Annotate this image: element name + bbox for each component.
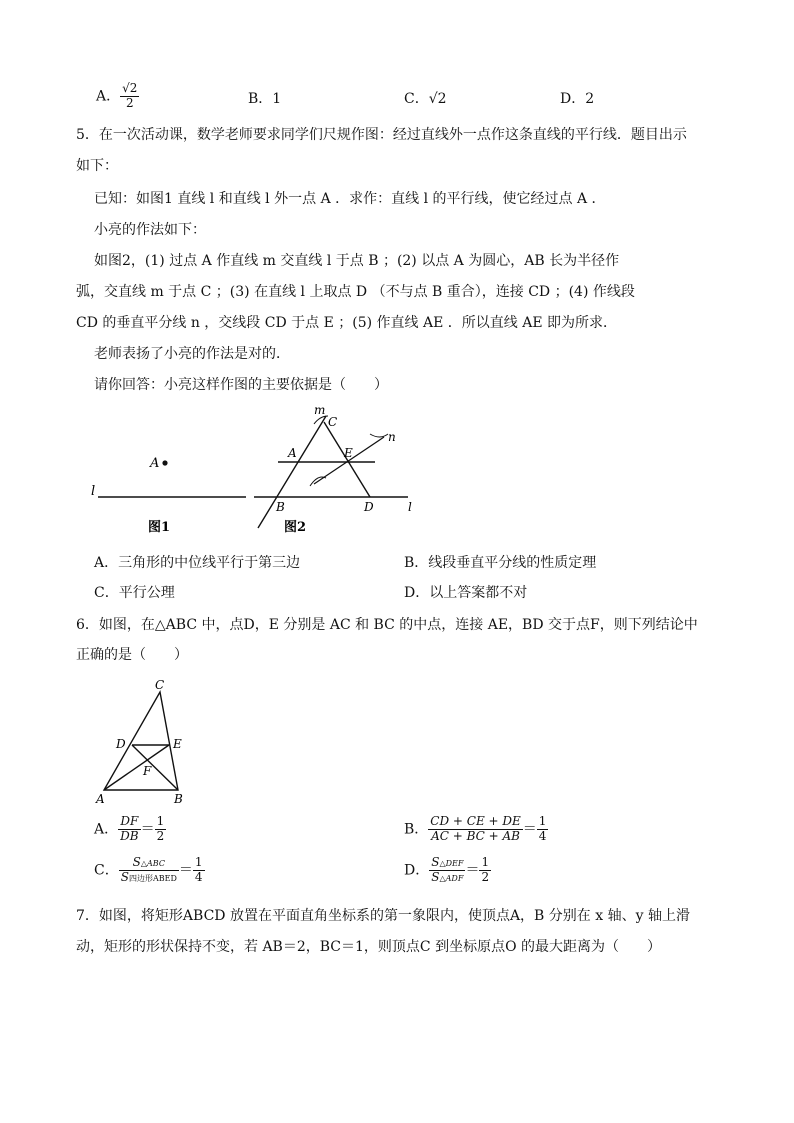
q5-stem-line-1: 5．在一次活动课，数学老师要求同学们尺规作图：经过直线外一点作这条直线的平行线．题目出示 bbox=[76, 127, 687, 143]
fig2-line-m bbox=[258, 416, 326, 528]
q6-option-c-num-sub: △ABC bbox=[140, 859, 165, 868]
fig2-label-C: C bbox=[328, 415, 338, 429]
q6-option-c: C． $\frac{\text{S△ABC}}{\text{S四边形ABED}}$ ＝ $\frac{1}{4}$ bbox=[94, 855, 203, 884]
q6-option-a-label: A． bbox=[94, 821, 119, 838]
figure-1 bbox=[91, 456, 246, 535]
q6-stem-line-1: 6．如图，在△ABC 中，点D，E 分别是 AC 和 BC 的中点，连接 AE，BD 交于点F，则下列结论中 bbox=[76, 617, 698, 633]
q6-option-b-rhs-num: 1 bbox=[538, 814, 547, 828]
fig1-point-A bbox=[162, 460, 167, 465]
q6-option-d: D． $\frac{\text{S△DEF}}{\text{S△ADF}}$ ＝ $\frac{1}{2}$ bbox=[404, 855, 490, 884]
fig2-label-n: n bbox=[388, 430, 396, 444]
q6-option-d-lhs bbox=[429, 856, 465, 885]
q5-teacher-note: 老师表扬了小亮的作法是对的． bbox=[94, 346, 290, 362]
q5-given: 已知：如图1 直线 l 和直线 l 外一点 A ．求作：直线 l 的平行线，使它经过点 A ． bbox=[94, 191, 606, 207]
q6-option-b-lhs bbox=[428, 815, 523, 844]
q6-label-B: B bbox=[174, 792, 183, 806]
q6-label-C: C bbox=[155, 678, 165, 692]
q6-option-c-lhs bbox=[119, 856, 179, 885]
q6-option-b-lhs-den: AC + BC + AB bbox=[431, 828, 520, 843]
fig2-label-E: E bbox=[344, 446, 353, 460]
q5-method-line-1: 如图2，(1) 过点 A 作直线 m 交直线 l 于点 B ；(2) 以点 A 为圆心，AB 长为半径作 bbox=[94, 253, 620, 269]
fig2-label-B: B bbox=[276, 500, 285, 514]
q6-option-c-rhs-num: 1 bbox=[194, 855, 203, 869]
q4-option-a-numerator: √2 bbox=[122, 81, 138, 95]
q4-option-d: D．2 bbox=[560, 91, 595, 107]
q6-option-a-lhs-den: DB bbox=[120, 828, 139, 843]
segment-AE bbox=[104, 745, 169, 790]
fig2-label-m: m bbox=[314, 404, 326, 417]
q5-question: 请你回答：小亮这样作图的主要依据是（ ） bbox=[94, 377, 388, 393]
q7-stem-line-2: 动，矩形的形状保持不变，若 AB＝2，BC＝1，则顶点C 到坐标原点O 的最大距离为（ ） bbox=[76, 939, 662, 955]
q6-option-d-rhs-den: 2 bbox=[481, 869, 490, 884]
q6-option-a-lhs-num: DF bbox=[118, 815, 140, 830]
q6-option-d-rhs-num: 1 bbox=[481, 855, 490, 869]
q6-option-b-rhs bbox=[537, 815, 549, 844]
q4-option-a-denominator: 2 bbox=[125, 95, 134, 110]
q4-option-a-label: A． bbox=[96, 88, 121, 105]
q6-label-F: F bbox=[143, 764, 152, 778]
q6-option-c-den-sub: 四边形ABED bbox=[128, 873, 177, 883]
q6-option-c-den-s: S bbox=[120, 869, 129, 884]
q4-option-a bbox=[96, 82, 139, 111]
q6-option-a-rhs-num: 1 bbox=[156, 814, 165, 828]
q6-stem-line-2: 正确的是（ ） bbox=[76, 647, 188, 663]
q6-option-a-rhs bbox=[155, 815, 167, 844]
q7-stem-line-1: 7．如图，将矩形ABCD 放置在平面直角坐标系的第一象限内，使顶点A，B 分别在 x 轴、y 轴上滑 bbox=[76, 908, 690, 924]
fig1-caption: 图1 bbox=[148, 520, 171, 535]
q6-option-c-rhs-den: 4 bbox=[194, 869, 203, 884]
q6-option-b: B． $\frac{CD + CE + DE}{AC + BC + AB}$ ＝ $\frac{1}{4}$ bbox=[404, 814, 547, 843]
q6-option-b-label: B． bbox=[404, 821, 429, 838]
q5-method-line-3: CD 的垂直平分线 n ，交线段 CD 于点 E ；(5) 作直线 AE ．所以直线 AE 即为所求． bbox=[76, 315, 618, 331]
fig2-caption: 图2 bbox=[284, 520, 307, 535]
fig1-label-A: A bbox=[150, 456, 160, 471]
fig2-label-l: l bbox=[408, 500, 412, 514]
q6-option-a: A． $\frac{DF}{DB}$ ＝ $\frac{1}{2}$ bbox=[94, 814, 165, 843]
q6-option-c-num-s: S bbox=[132, 855, 141, 869]
q5-method-line-2: 弧，交直线 m 于点 C ；(3) 在直线 l 上取点 D （不与点 B 重合），连接 CD ；(4) 作线段 bbox=[76, 284, 635, 300]
q6-label-A: A bbox=[96, 792, 105, 806]
q6-option-d-den-sub: △ADF bbox=[439, 873, 464, 883]
q5-option-d: D．以上答案都不对 bbox=[404, 585, 528, 601]
fig2-label-A: A bbox=[288, 446, 297, 460]
q5-option-a: A．三角形的中位线平行于第三边 bbox=[94, 555, 301, 571]
q6-option-a-lhs bbox=[118, 815, 140, 844]
fig2-arc-upper bbox=[370, 434, 388, 437]
q5-method-heading: 小亮的作法如下： bbox=[94, 222, 206, 238]
fig1-label-l: l bbox=[91, 484, 96, 499]
q6-label-E: E bbox=[173, 737, 182, 751]
q6-option-a-rhs-den: 2 bbox=[156, 828, 165, 843]
q6-option-b-rhs-den: 4 bbox=[538, 828, 547, 843]
q6-option-d-rhs bbox=[479, 856, 491, 885]
q6-option-c-rhs bbox=[193, 856, 205, 885]
q6-option-d-label: D． bbox=[404, 862, 430, 879]
q4-option-a-fraction bbox=[120, 82, 139, 111]
q4-option-c: C．√2 bbox=[404, 91, 447, 107]
fig2-label-D: D bbox=[364, 500, 374, 514]
figure-2 bbox=[254, 404, 412, 535]
q6-option-c-label: C． bbox=[94, 862, 119, 879]
q6-option-d-den-s: S bbox=[431, 869, 440, 884]
q5-option-b: B．线段垂直平分线的性质定理 bbox=[404, 555, 597, 571]
q6-option-d-num-sub: △DEF bbox=[439, 859, 464, 868]
q6-label-D: D bbox=[116, 737, 126, 751]
q5-figures bbox=[88, 404, 428, 536]
q5-stem-line-2: 如下： bbox=[76, 158, 118, 174]
q6-option-d-num-s: S bbox=[431, 855, 440, 869]
q6-triangle-figure bbox=[92, 674, 202, 810]
q5-option-c: C．平行公理 bbox=[94, 585, 175, 601]
q4-option-b: B．1 bbox=[248, 91, 282, 107]
q6-option-b-lhs-num: CD + CE + DE bbox=[430, 814, 521, 828]
